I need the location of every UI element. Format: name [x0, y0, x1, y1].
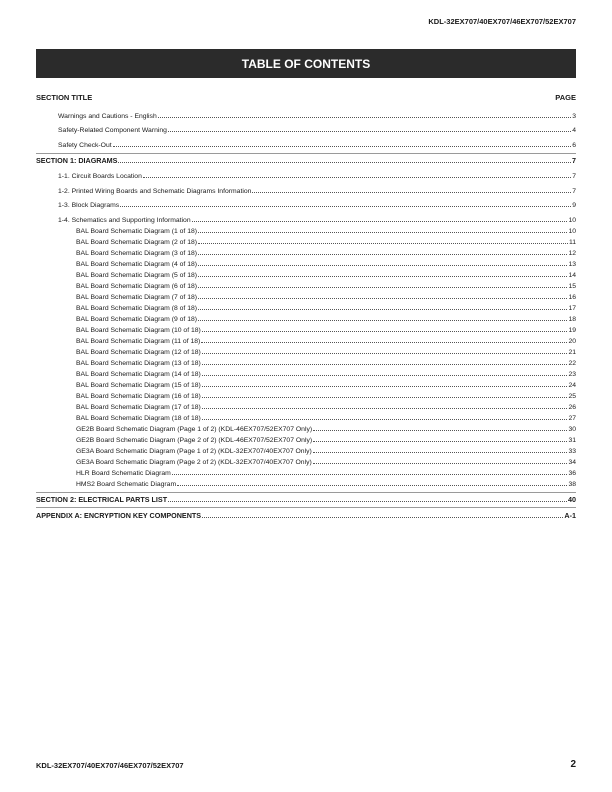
toc-entry[interactable]: 1-1. Circuit Boards Location 7 — [58, 173, 576, 180]
toc-subentry[interactable]: GE2B Board Schematic Diagram (Page 2 of 2) (KDL-46EX707/52EX707 Only) 31 — [76, 437, 576, 444]
toc-section-entry[interactable]: SECTION 2: ELECTRICAL PARTS LIST 40 — [36, 495, 576, 504]
toc-entry[interactable]: 1-2. Printed Wiring Boards and Schematic Diagrams Information 7 — [58, 188, 576, 195]
toc-subentry[interactable]: BAL Board Schematic Diagram (3 of 18) 12 — [76, 250, 576, 257]
toc-subentry[interactable]: BAL Board Schematic Diagram (12 of 18) 21 — [76, 349, 576, 356]
toc-subentry[interactable]: BAL Board Schematic Diagram (4 of 18) 13 — [76, 261, 576, 268]
toc-subentry[interactable]: HLR Board Schematic Diagram 36 — [76, 470, 576, 477]
toc-subentry[interactable]: BAL Board Schematic Diagram (5 of 18) 14 — [76, 272, 576, 279]
toc-subentry[interactable]: BAL Board Schematic Diagram (9 of 18) 18 — [76, 316, 576, 323]
toc-subentry[interactable]: BAL Board Schematic Diagram (14 of 18) 23 — [76, 371, 576, 378]
toc-subentry[interactable]: BAL Board Schematic Diagram (8 of 18) 17 — [76, 305, 576, 312]
toc-entry[interactable]: Safety-Related Component Warning 4 — [58, 127, 576, 134]
toc-entry[interactable]: 1-3. Block Diagrams 9 — [58, 202, 576, 209]
toc-subentry[interactable]: HMS2 Board Schematic Diagram 38 — [76, 481, 576, 488]
toc-subentry[interactable]: BAL Board Schematic Diagram (18 of 18) 27 — [76, 415, 576, 422]
toc-banner: TABLE OF CONTENTS — [36, 49, 576, 78]
toc-subentry[interactable]: BAL Board Schematic Diagram (10 of 18) 19 — [76, 327, 576, 334]
toc-subentry[interactable]: GE3A Board Schematic Diagram (Page 2 of 2) (KDL-32EX707/40EX707 Only) 34 — [76, 459, 576, 466]
toc-subentry[interactable]: BAL Board Schematic Diagram (16 of 18) 25 — [76, 393, 576, 400]
page-number: 2 — [570, 759, 576, 770]
toc-subentry[interactable]: BAL Board Schematic Diagram (7 of 18) 16 — [76, 294, 576, 301]
toc-section-entry[interactable]: APPENDIX A: ENCRYPTION KEY COMPONENTS A-1 — [36, 511, 576, 520]
divider — [36, 492, 576, 493]
toc-subentry[interactable]: BAL Board Schematic Diagram (1 of 18) 10 — [76, 228, 576, 235]
toc-subentry[interactable]: BAL Board Schematic Diagram (6 of 18) 15 — [76, 283, 576, 290]
toc-subentry[interactable]: BAL Board Schematic Diagram (15 of 18) 24 — [76, 382, 576, 389]
toc-entry[interactable]: 1-4. Schematics and Supporting Information 10 — [58, 217, 576, 224]
toc-subentry[interactable]: BAL Board Schematic Diagram (13 of 18) 22 — [76, 360, 576, 367]
toc-subentry[interactable]: GE3A Board Schematic Diagram (Page 1 of 2) (KDL-32EX707/40EX707 Only) 33 — [76, 448, 576, 455]
toc-entry[interactable]: Warnings and Cautions - English 3 — [58, 113, 576, 120]
toc-entry[interactable]: Safety Check-Out 6 — [58, 142, 576, 149]
divider — [36, 507, 576, 508]
footer-model-number: KDL-32EX707/40EX707/46EX707/52EX707 — [36, 761, 184, 770]
section-title-column-header: SECTION TITLE — [36, 93, 93, 102]
toc-subentry[interactable]: BAL Board Schematic Diagram (11 of 18) 20 — [76, 338, 576, 345]
page-column-header: PAGE — [555, 93, 576, 102]
divider — [36, 153, 576, 154]
toc-section-entry[interactable]: SECTION 1: DIAGRAMS 7 — [36, 156, 576, 165]
toc-subentry[interactable]: GE2B Board Schematic Diagram (Page 1 of 2) (KDL-46EX707/52EX707 Only) 30 — [76, 426, 576, 433]
toc-subentry[interactable]: BAL Board Schematic Diagram (2 of 18) 11 — [76, 239, 576, 246]
toc-subentry[interactable]: BAL Board Schematic Diagram (17 of 18) 26 — [76, 404, 576, 411]
header-model-number: KDL-32EX707/40EX707/46EX707/52EX707 — [428, 17, 576, 26]
